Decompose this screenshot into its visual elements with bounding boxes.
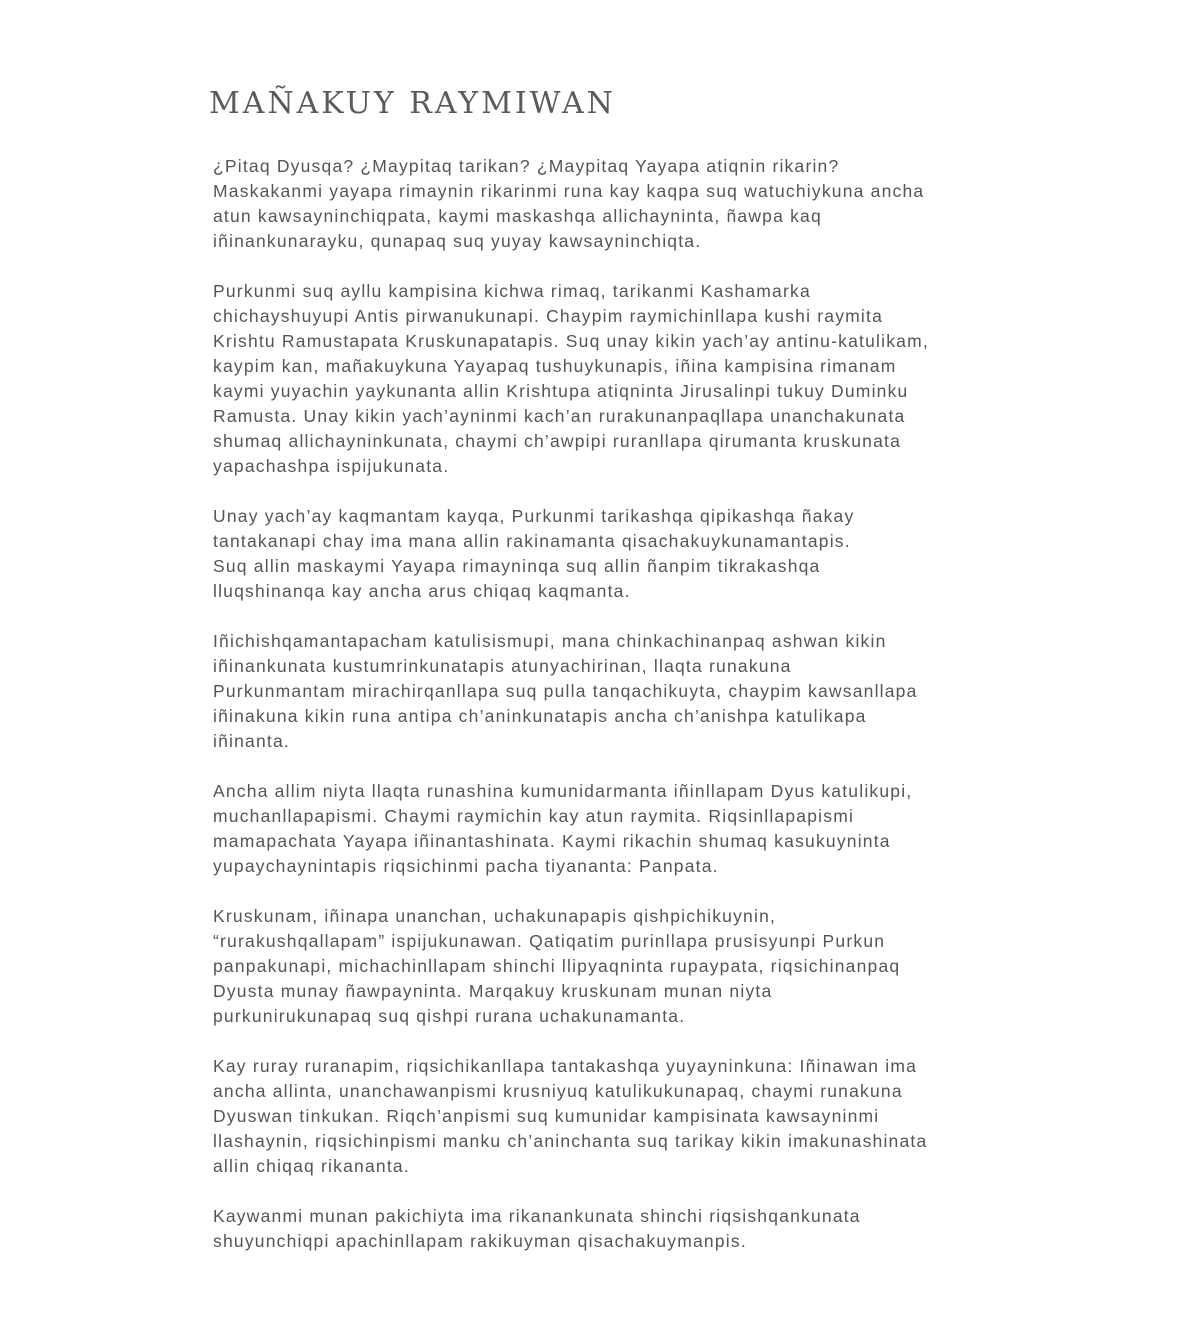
paragraph: ¿Pitaq Dyusqa? ¿Maypitaq tarikan? ¿Maypitaq Yayapa atiqnin rikarin? Maskakanmi yayapa rimaynin rikarinmi runa kay kaqpa suq watuchiykuna ancha atun kawsayninchiqpata, kaymi maskashqa allichayninta, ñawpa kaq iñinankunarayku, qunapaq suq yuyay kawsayninchiqta. bbox=[213, 156, 925, 251]
article bbox=[209, 84, 1003, 1279]
article-body bbox=[213, 154, 1003, 1254]
paragraph: Kay ruray ruranapim, riqsichikanllapa tantakashqa yuyayninkuna: Iñinawan ima ancha allinta, unanchawanpismi krusniyuq katulikukunapaq, chaymi runakuna Dyuswan tinkukan. Riqch’anpismi suq kumunidar kampisinata kawsayninmi llashaynin, riqsichinpismi manku ch’aninchanta suq tarikay kikin imakunashinata allin chiqaq rikananta. bbox=[213, 1056, 928, 1176]
article-title: MAÑAKUY RAYMIWAN bbox=[209, 86, 616, 121]
paragraph: Purkunmi suq ayllu kampisina kichwa rimaq, tarikanmi Kashamarka chichayshuyupi Antis pirwanukunapi. Chaypim raymichinllapa kushi raymita Krishtu Ramustapata Kruskunapatapis. Suq unay kikin yach’ay antinu-katulikam, kaypim kan, mañakuykuna Yayapaq tushuykunapis, iñina kampisina rimanam kaymi yuyachin yaykunanta allin Krishtupa atiqninta Jirusalinpi tukuy Duminku Ramusta. Unay kikin yach’ayninmi kach’an rurakunanpaqllapa unanchakunata shumaq allichayninkunata, chaymi ch’awpipi ruranllapa qirumanta kruskunata yapachashpa ispijukunata. bbox=[213, 281, 929, 476]
paragraph: Kruskunam, iñinapa unanchan, uchakunapapis qishpichikuynin, “rurakushqallapam” ispijukunawan. Qatiqatim purinllapa prusisyunpi Purkun panpakunapi, michachinllapam shinchi llipyaqninta rupaypata, riqsichinanpaq Dyusta munay ñawpayninta. Marqakuy kruskunam munan niyta purkunirukunapaq suq qishpi rurana uchakunamanta. bbox=[213, 906, 901, 1026]
paragraph: Kaywanmi munan pakichiyta ima rikanankunata shinchi riqsishqankunata shuyunchiqpi apachinllapam rakikuyman qisachakuymanpis. bbox=[213, 1206, 861, 1251]
paragraph: Ancha allim niyta llaqta runashina kumunidarmanta iñinllapam Dyus katulikupi, muchanllapapismi. Chaymi raymichin kay atun raymita. Riqsinllapapismi mamapachata Yayapa iñinantashinata. Kaymi rikachin shumaq kasukuyninta yupaychaynintapis riqsichinmi pacha tiyananta: Panpata. bbox=[213, 781, 913, 876]
paragraph: Unay yach’ay kaqmantam kayqa, Purkunmi tarikashqa qipikashqa ñakay tantakanapi chay ima mana allin rakinamanta qisachakuykunamantapis. Suq allin maskaymi Yayapa rimayninqa suq allin ñanpim tikrakashqa lluqshinanqa kay ancha arus chiqaq kaqmanta. bbox=[213, 506, 855, 601]
paragraph: Iñichishqamantapacham katulisismupi, mana chinkachinanpaq ashwan kikin iñinankunata kustumrinkunatapis atunyachirinan, llaqta runakuna Purkunmantam mirachirqanllapa suq pulla tanqachikuyta, chaypim kawsanllapa iñinakuna kikin runa antipa ch’aninkunatapis ancha ch’anishpa katulikapa iñinanta. bbox=[213, 631, 918, 751]
